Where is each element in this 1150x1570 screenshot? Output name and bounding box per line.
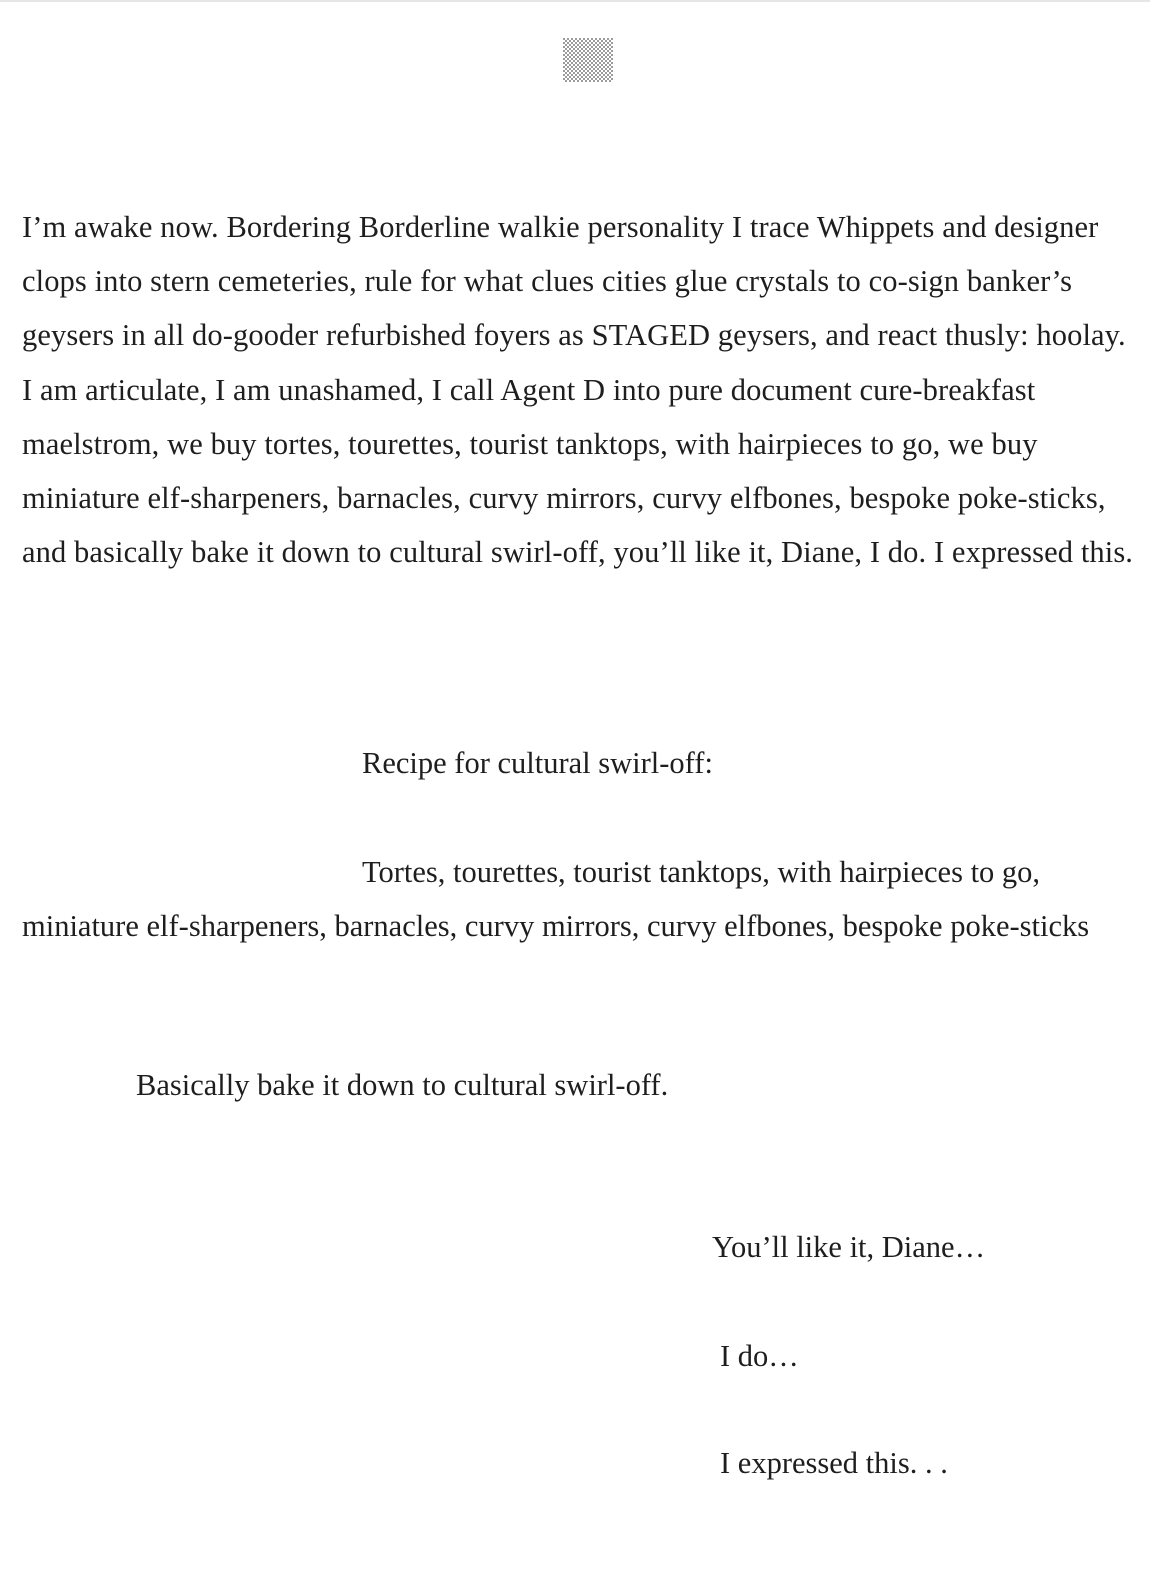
closing-line-expressed: I expressed this. . .: [720, 1446, 948, 1480]
recipe-title: Recipe for cultural swirl-off:: [362, 746, 713, 780]
top-divider: [0, 0, 1150, 2]
bake-instruction: Basically bake it down to cultural swirl-off.: [136, 1068, 669, 1102]
recipe-ingredients: Tortes, tourettes, tourist tanktops, with hairpieces to go, miniature elf-sharpeners, barnacles, curvy mirrors, curvy elfbones, bespoke poke-sticks: [22, 855, 1090, 943]
dot-pattern-ornament-icon: [563, 38, 613, 82]
main-paragraph: I’m awake now. Bordering Borderline walkie personality I trace Whippets and designer clops into stern cemeteries, rule for what clues cities glue crystals to co-sign banker’s geysers in all do-gooder refurbished foyers as STAGED geysers, and react thusly: hoolay. I am articulate, I am unashamed, I call Agent D into pure document cure-breakfast maelstrom, we buy tortes, tourettes, tourist tanktops, with hairpieces to go, we buy miniature elf-sharpeners, barnacles, curvy mirrors, curvy elfbones, bespoke poke-sticks, and basically bake it down to cultural swirl-off, you’ll like it, Diane, I do. I expressed this.: [22, 210, 1134, 570]
closing-line-i-do: I do…: [720, 1339, 799, 1373]
closing-line-diane: You’ll like it, Diane…: [712, 1230, 986, 1264]
